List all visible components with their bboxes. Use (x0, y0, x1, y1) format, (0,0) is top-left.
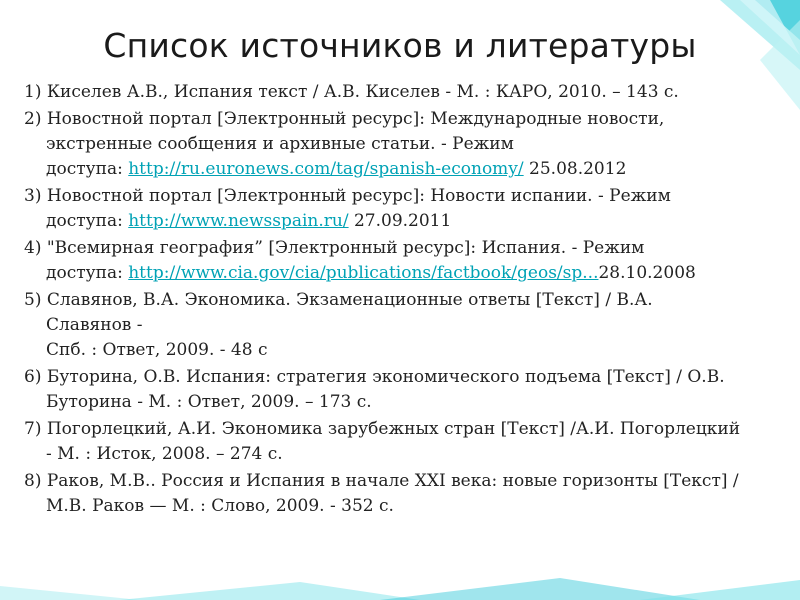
reference-item-5 (24, 288, 784, 363)
reference-date: 27.09.2011 (348, 211, 452, 231)
reference-text: 3) Новостной портал [Электронный ресурс]: Новости испании. - Режим доступа: (24, 186, 671, 231)
reference-item-6 (24, 365, 784, 415)
reference-text: 5) Славянов, В.А. Экономика. Экзаменационные ответы [Текст] / В.А. Славянов - Спб. : Ответ, 2009. - 48 с (24, 290, 653, 360)
reference-list (24, 80, 784, 521)
reference-link[interactable]: http://ru.euronews.com/tag/spanish-economy/ (128, 159, 524, 179)
reference-text: 2) Новостной портал [Электронный ресурс]: Международные новости, экстренные сообщения и архивные статьи. - Режим доступа: (24, 109, 665, 179)
reference-date: 28.10.2008 (598, 263, 696, 283)
reference-text: 4) "Всемирная география” [Электронный ресурс]: Испания. - Режим доступа: (24, 238, 645, 283)
reference-text: 1) Киселев А.В., Испания текст / А.В. Киселев - М. : КАРО, 2010. – 143 с. (24, 82, 679, 102)
reference-item-8 (24, 469, 784, 519)
reference-item-2 (24, 107, 784, 182)
reference-link[interactable]: http://www.cia.gov/cia/publications/factbook/geos/sp... (128, 263, 599, 283)
reference-text: 6) Буторина, О.В. Испания: стратегия экономического подъема [Текст] / О.В. Буторина - М. : Ответ, 2009. – 173 с. (24, 367, 725, 412)
reference-item-1 (24, 80, 784, 105)
reference-item-4 (24, 236, 784, 286)
reference-date: 25.08.2012 (523, 159, 627, 179)
reference-link[interactable]: http://www.newsspain.ru/ (128, 211, 349, 231)
decorative-bottom-band (0, 572, 800, 600)
page-title: Список источников и литературы (103, 26, 697, 65)
reference-item-3 (24, 184, 784, 234)
reference-item-7 (24, 417, 784, 467)
reference-text: 7) Погорлецкий, А.И. Экономика зарубежных стран [Текст] /А.И. Погорлецкий - М. : Исток, 2008. – 274 с. (24, 419, 741, 464)
reference-text: 8) Раков, М.В.. Россия и Испания в начале XXI века: новые горизонты [Текст] / М.В. Раков — М. : Слово, 2009. - 352 с. (24, 471, 739, 516)
